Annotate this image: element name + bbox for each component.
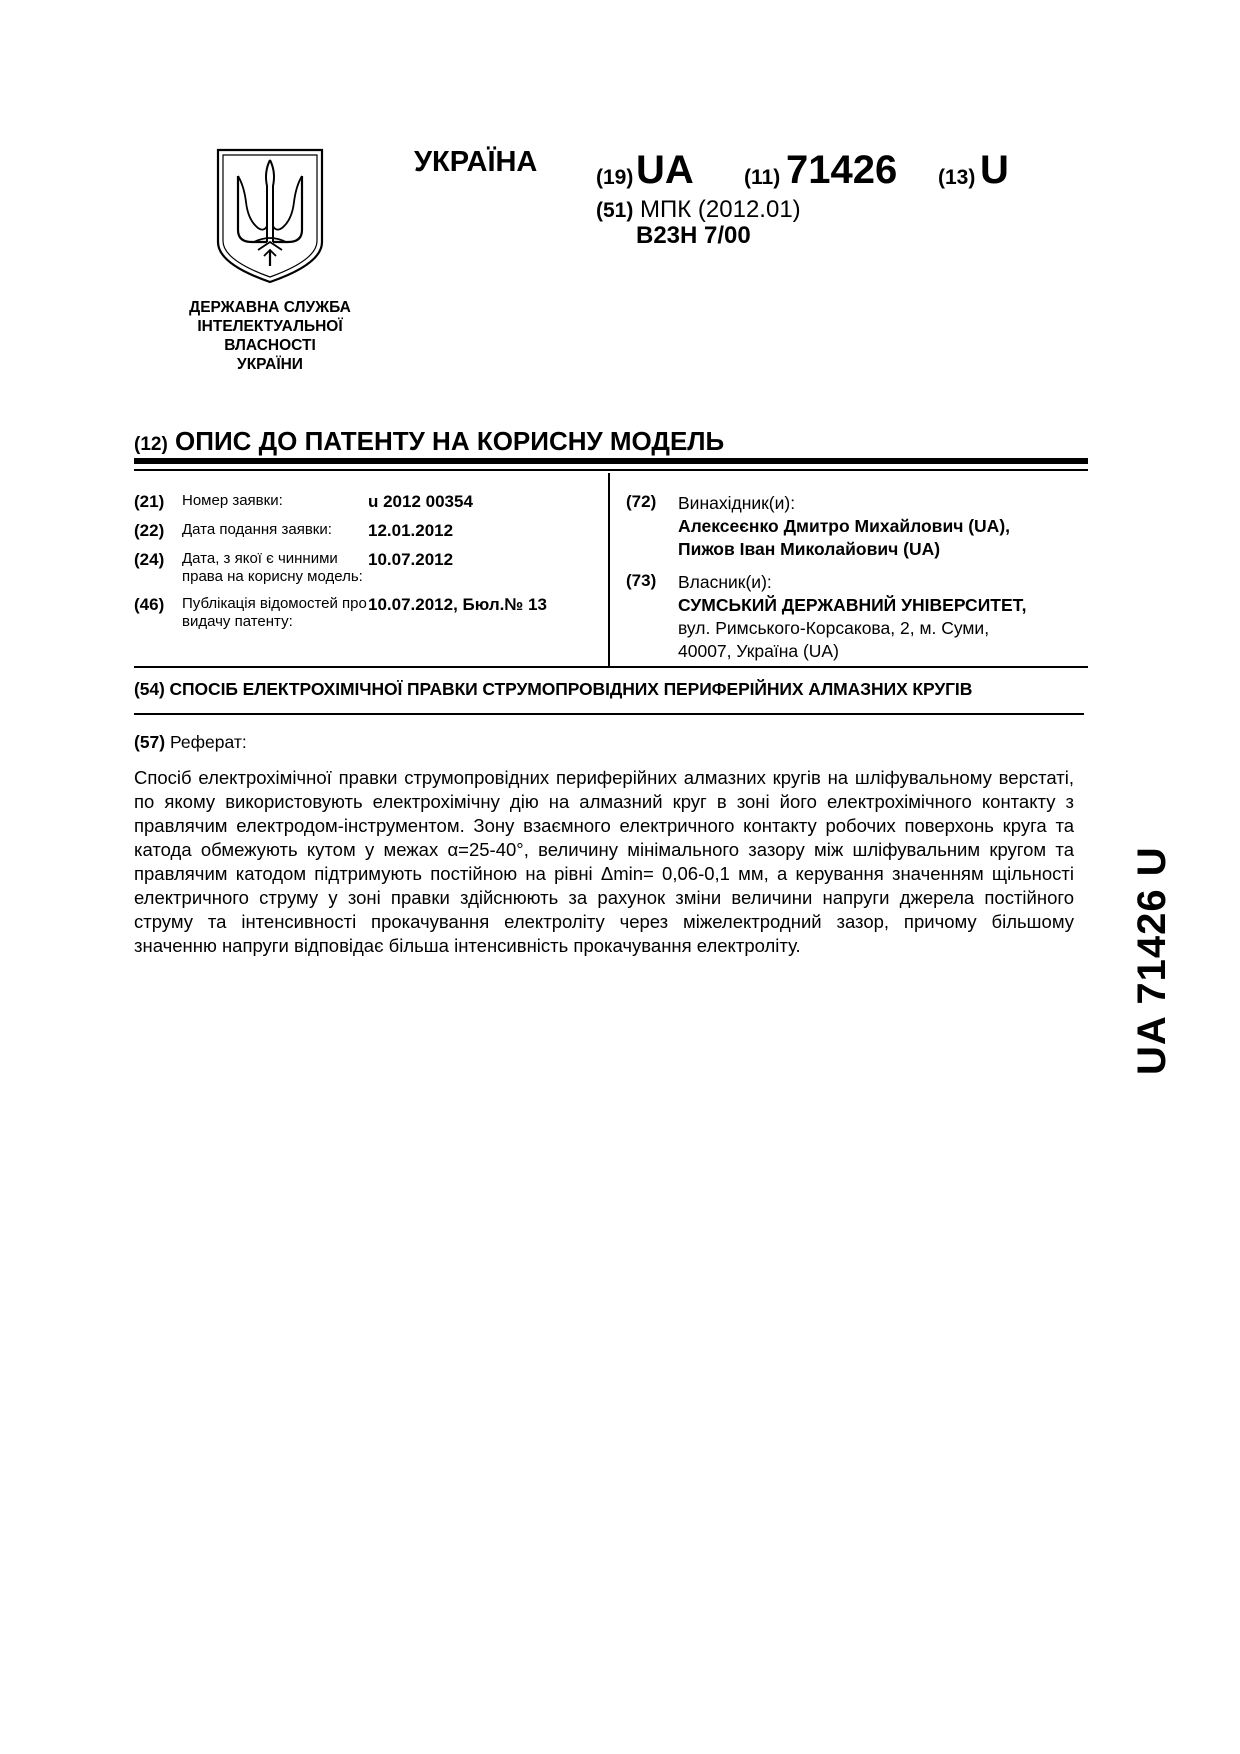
bib-label: Дата, з якої є чинними права на корисну модель:: [182, 550, 363, 585]
code-51: (51): [596, 199, 634, 222]
divider-mid: [134, 666, 1088, 668]
bib-label: Публікація відомостей про видачу патенту:: [182, 595, 367, 630]
column-divider: [608, 473, 610, 666]
owner-address-line: вул. Римського-Корсакова, 2, м. Суми,: [678, 618, 990, 638]
code-13: (13): [938, 166, 976, 189]
country-name: УКРАЇНА: [414, 146, 538, 178]
ipc-line: [596, 196, 801, 224]
bib-code: (24): [134, 550, 165, 569]
inventor-name: Алексеєнко Дмитро Михайлович (UA),: [678, 516, 1011, 536]
inventors-code: (72): [626, 492, 657, 511]
divider-thick: [134, 458, 1088, 464]
bib-row: [134, 595, 604, 631]
bib-value: u 2012 00354: [368, 492, 473, 511]
side-patent-label: UA 71426 U: [1130, 846, 1174, 1075]
patent-number: 71426: [786, 148, 898, 192]
title-text: СПОСІБ ЕЛЕКТРОХІМІЧНОЇ ПРАВКИ СТРУМОПРОВІДНИХ ПЕРИФЕРІЙНИХ АЛМАЗНИХ КРУГІВ: [169, 679, 973, 699]
title-code: (54): [134, 679, 165, 699]
patent-office-name: ДЕРЖАВНА СЛУЖБА ІНТЕЛЕКТУАЛЬНОЇ ВЛАСНОСТІ УКРАЇНИ: [189, 299, 351, 373]
divider-low: [134, 713, 1084, 715]
owner-code: (73): [626, 571, 657, 590]
abstract-code: (57): [134, 732, 166, 752]
abstract-heading: [134, 732, 247, 753]
owner-address-line: 40007, Україна (UA): [678, 641, 839, 661]
abstract-text: Спосіб електрохімічної правки струмопровідних периферійних алмазних кругів на шліфувальному верстаті, по якому використовують електрохімічну дію на алмазний круг в зоні його електрохімічного контакту з правлячим електродом-інструментом. Зону взаємного електричного контакту робочих поверхонь круга та катода обмежують кутом у межах α=25-40°, величину мінімального зазору між шліфувальним кругом та правлячим катодом підтримують постійною на рівні Δmin= 0,06-0,1 мм, а керування значенням щільності електричного струму у зоні правки здійснюють за рахунок зміни величини напруги джерела постійного струму та інтенсивності прокачування електроліту через міжелектродний зазор, причому більшому значенню напруги відповідає більша інтенсивність прокачування електроліту.: [134, 767, 1074, 956]
inventors-block: [626, 492, 1086, 561]
inventor-name: Пижов Іван Миколайович (UA): [678, 539, 941, 559]
abstract-label: Реферат:: [170, 732, 247, 752]
code-11: (11): [744, 166, 781, 189]
bib-row: [134, 492, 604, 512]
inventors-label: Винахідник(и):: [678, 493, 796, 513]
owner-block: [626, 571, 1086, 663]
code-19: (19): [596, 166, 634, 189]
utility-model-title: [134, 679, 972, 700]
code-12: (12): [134, 434, 168, 455]
bib-row: [134, 521, 604, 541]
document-type: [134, 426, 724, 457]
ipc-label: МПК (2012.01): [640, 196, 801, 223]
parties: [626, 492, 1086, 673]
bib-code: (46): [134, 595, 165, 614]
bib-code: (22): [134, 521, 165, 540]
bib-value: 10.07.2012, Бюл.№ 13: [368, 595, 547, 614]
owner-name: СУМСЬКИЙ ДЕРЖАВНИЙ УНІВЕРСИТЕТ,: [678, 595, 1027, 615]
owner-label: Власник(и):: [678, 572, 772, 592]
bib-value: 12.01.2012: [368, 521, 454, 540]
document-type-title: ОПИС ДО ПАТЕНТУ НА КОРИСНУ МОДЕЛЬ: [175, 426, 725, 456]
bib-value: 10.07.2012: [368, 550, 454, 569]
country-code: UA: [636, 148, 694, 192]
bib-label: Номер заявки:: [182, 492, 283, 509]
bibliographic-data: [134, 492, 604, 640]
ipc-class: B23H 7/00: [636, 222, 751, 249]
kind-code: U: [980, 148, 1009, 192]
bib-code: (21): [134, 492, 165, 511]
bib-label: Дата подання заявки:: [182, 521, 332, 538]
trident-coat-of-arms-icon: [214, 146, 326, 286]
divider-thin: [134, 469, 1088, 471]
bib-row: [134, 550, 604, 586]
